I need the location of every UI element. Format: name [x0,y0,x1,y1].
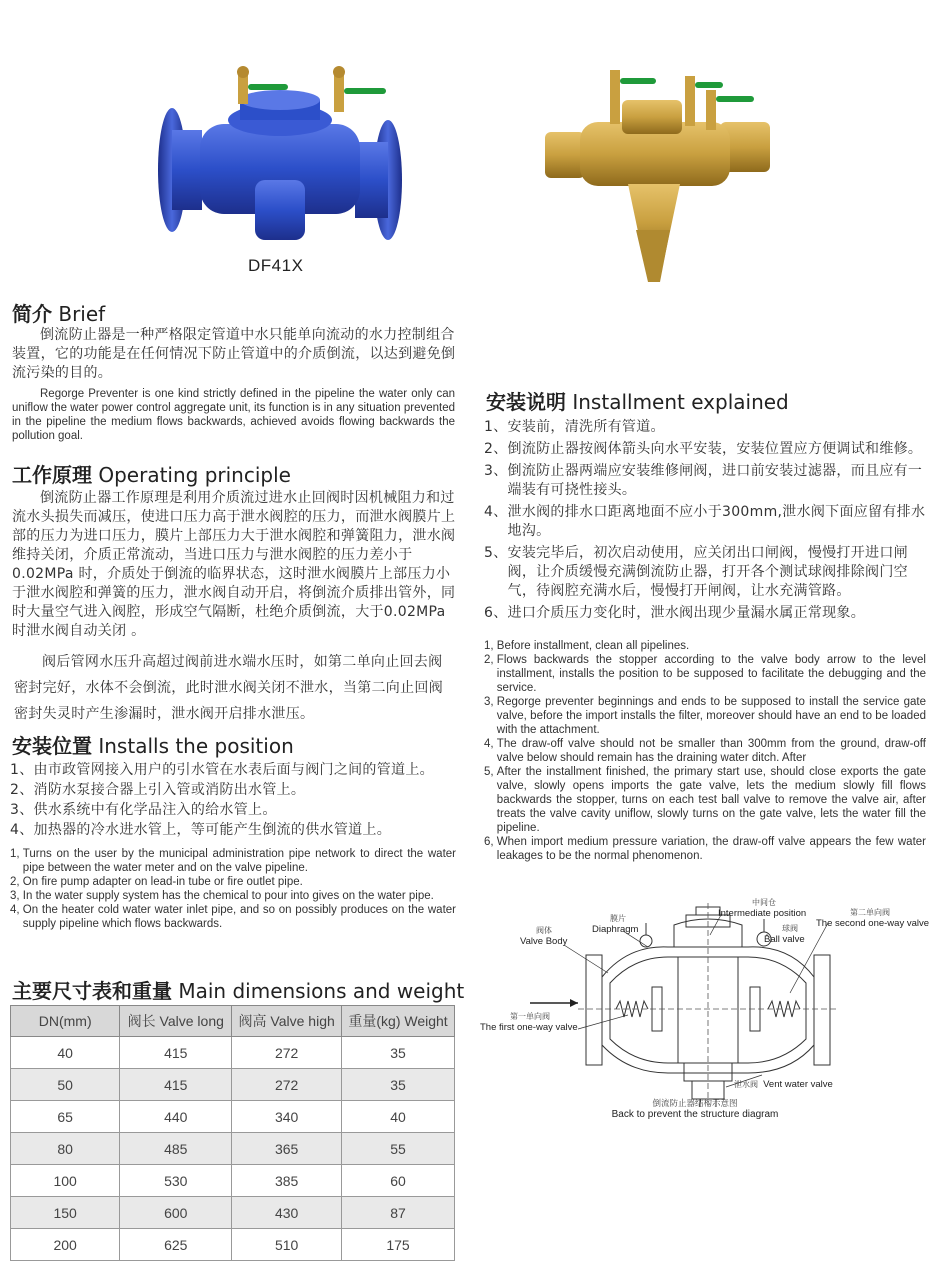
table-cell: 625 [120,1229,232,1261]
ball-valve-label: 球阀 Ball valve [764,924,805,945]
dimensions-heading [12,975,464,1004]
table-cell: 530 [120,1165,232,1197]
column-header: 重量(kg) Weight [342,1006,455,1037]
first-one-way-valve-label: 第一单向阀 The first one-way valve [480,1012,578,1033]
brass-valve-photo [540,60,780,290]
table-cell: 150 [11,1197,120,1229]
column-header: DN(mm) [11,1006,120,1037]
list-item: 5, After the installment finished, the primary start use, should close exports the gate valve, slowly opens imports the gate valve, lets the medium slowly fill flows backwards the stopper, turns on each test ball valve to remove the valve air, after treats the valve cavity uniflow, slowly turns on the gate valve, lets the water fill the pipeline. [484,766,926,834]
list-item: 2、 消防水泵接合器上引入管或消防出水管上。 [10,782,306,798]
structure-diagram [478,895,933,1120]
table-row [11,1069,455,1101]
list-item: 2, On fire pump adapter on lead-in tube or fire outlet pipe. [10,876,303,888]
installation-list-cn [484,418,926,623]
brief-text-en: Regorge Preventer is one kind strictly defined in the pipeline the water only can uniflow the water power control aggregate unit, its function is in any situation prevented in the pipeline the medium flows backwards, achieved avoids flowing backwards the pollution goal. [12,388,455,442]
table-cell: 87 [342,1197,455,1229]
installation-heading [486,386,789,415]
position-heading [12,730,294,759]
position-title-en: Installs the position [98,734,294,758]
second-one-way-valve-label: 第二单向阀 The second one-way valve [816,908,930,929]
diaphragm-label: 膜片 Diaphragm [592,914,639,935]
table-row [11,1133,455,1165]
list-item: 3, Regorge preventer beginnings and ends to be supposed to install the service gate valve, before the import installs the filter, moreover should have an end to be loaded with the attachment. [484,696,926,736]
table-cell: 440 [120,1101,232,1133]
table-cell: 272 [232,1069,342,1101]
principle-title-cn: 工作原理 [12,463,92,487]
table-cell: 50 [11,1069,120,1101]
valve-body-label: 阀体 Valve Body [520,926,568,947]
table-cell: 80 [11,1133,120,1165]
table-row [11,1037,455,1069]
position-title-cn: 安装位置 [12,734,92,758]
dimensions-table [10,1005,455,1261]
table-row [11,1165,455,1197]
vent-water-valve-label: 泄水阀 Vent water valve [734,1079,833,1090]
list-item: 6、 进口介质压力变化时，泄水阀出现少量漏水属正常现象。 [484,605,866,621]
list-item: 1、 安装前，清洗所有管道。 [484,419,665,435]
table-header-row [11,1006,455,1037]
table-cell: 55 [342,1133,455,1165]
table-cell: 40 [342,1101,455,1133]
list-item: 2、 倒流防止器按阀体箭头向水平安装，安装位置应方便调试和维修。 [484,441,923,457]
principle-text-cn: 倒流防止器工作原理是利用介质流过进水止回阀时因机械阻力和过流水头损失而减压，使进口压力高于泄水阀腔的压力，而泄水阀膜片上部的压力为进口压力，膜片上部压力大于泄水阀腔和弹簧阻力，泄水阀维持关闭，介质正常流动，当进口压力与泄水阀腔的压力差小于0.02MPa 时，介质处于倒流的临界状态，这时泄水阀膜片上部压力小于泄水阀腔和弹簧的压力，泄水阀自动开启，将倒流介质排出管外，同时大量空气进入阀腔，形成空气隔断，杜绝介质倒流，大于0.02MPa 时泄水阀自动关闭 。 [12,490,456,639]
blue-valve-photo [150,60,410,250]
list-item: 3, In the water supply system has the chemical to pour into gives on the water pipe. [10,890,434,902]
list-item: 4、 泄水阀的排水口距离地面不应小于300mm,泄水阀下面应留有排水地沟。 [484,504,926,539]
table-cell: 65 [11,1101,120,1133]
list-item: 1、 由市政管网接入用户的引水管在水表后面与阀门之间的管道上。 [10,762,434,778]
table-cell: 510 [232,1229,342,1261]
table-row [11,1197,455,1229]
principle-text-cn-2: 阀后管网水压升高超过阀前进水端水压时，如第二单向止回去阀密封完好，水体不会倒流，此时泄水阀关闭不泄水，当第二向止回阀密封失灵时产生渗漏时，泄水阀开启排水泄压。 [14,654,443,722]
table-cell: 100 [11,1165,120,1197]
list-item: 2, Flows backwards the stopper according to the valve body arrow to the level installment, installs the position to be supposed to facilitate the debugging and the service. [484,654,926,694]
dimensions-title-cn: 主要尺寸表和重量 [12,979,172,1003]
list-item: 4、 加热器的冷水进水管上，等可能产生倒流的供水管道上。 [10,822,392,838]
table-cell: 40 [11,1037,120,1069]
table-cell: 485 [120,1133,232,1165]
brief-title-en: Brief [58,302,106,326]
list-item: 1, Before installment, clean all pipelines. [484,640,690,652]
table-row [11,1229,455,1261]
table-cell: 365 [232,1133,342,1165]
table-cell: 272 [232,1037,342,1069]
table-cell: 415 [120,1069,232,1101]
table-cell: 200 [11,1229,120,1261]
list-item: 4, On the heater cold water water inlet pipe, and so on possibly produces on the water supply pipeline which flows backwards. [10,904,456,930]
list-item: 4, The draw-off valve should not be smaller than 300mm from the ground, draw-off valve below should remain has the draining water ditch. After [484,738,926,764]
table-cell: 415 [120,1037,232,1069]
installation-list-en [484,639,926,863]
table-cell: 175 [342,1229,455,1261]
table-cell: 340 [232,1101,342,1133]
dimensions-title-en: Main dimensions and weight [178,979,465,1003]
position-list-en [10,847,456,931]
table-cell: 600 [120,1197,232,1229]
column-header: 阀高 Valve high [232,1006,342,1037]
list-item: 5、 安装完毕后，初次启动使用，应关闭出口闸阀，慢慢打开进口闸阀，让介质缓慢充满倒流防止器，打开各个测试球阀排除阀门空气，待阀腔充满水后，慢慢打开闸阀，让水充满管路。 [484,545,908,599]
principle-heading [12,459,291,488]
list-item: 3、 倒流防止器两端应安装维修闸阀，进口前安装过滤器，而且应有一端装有可挠性接头。 [484,463,923,498]
diagram-caption: 倒流防止器结构示意图 Back to prevent the structure diagram [611,1099,779,1120]
position-list-cn [10,760,460,840]
installation-title-en: Installment explained [572,390,789,414]
brief-title-cn: 简介 [12,302,52,326]
list-item: 6, When import medium pressure variation, the draw-off valve appears the few water leakages to be the normal phenomenon. [484,836,926,862]
brief-text-cn: 倒流防止器是一种严格限定管道中水只能单向流动的水力控制组合装置，它的功能是在任何情况下防止管道中的介质倒流，以达到避免倒流污染的目的。 [12,327,456,381]
table-cell: 35 [342,1069,455,1101]
table-cell: 430 [232,1197,342,1229]
installation-title-cn: 安装说明 [486,390,566,414]
table-cell: 385 [232,1165,342,1197]
product-model-label: DF41X [248,256,304,275]
list-item: 3、 供水系统中有化学品注入的给水管上。 [10,802,277,818]
list-item: 1, Turns on the user by the municipal administration pipe network to direct the water pipe between the water meter and on the valve pipeline. [10,848,456,874]
table-cell: 35 [342,1037,455,1069]
principle-title-en: Operating principle [98,463,291,487]
intermediate-position-label: 中间仓 Intermediate position [718,898,807,919]
brief-heading [12,298,105,327]
column-header: 阀长 Valve long [120,1006,232,1037]
table-row [11,1101,455,1133]
table-cell: 60 [342,1165,455,1197]
